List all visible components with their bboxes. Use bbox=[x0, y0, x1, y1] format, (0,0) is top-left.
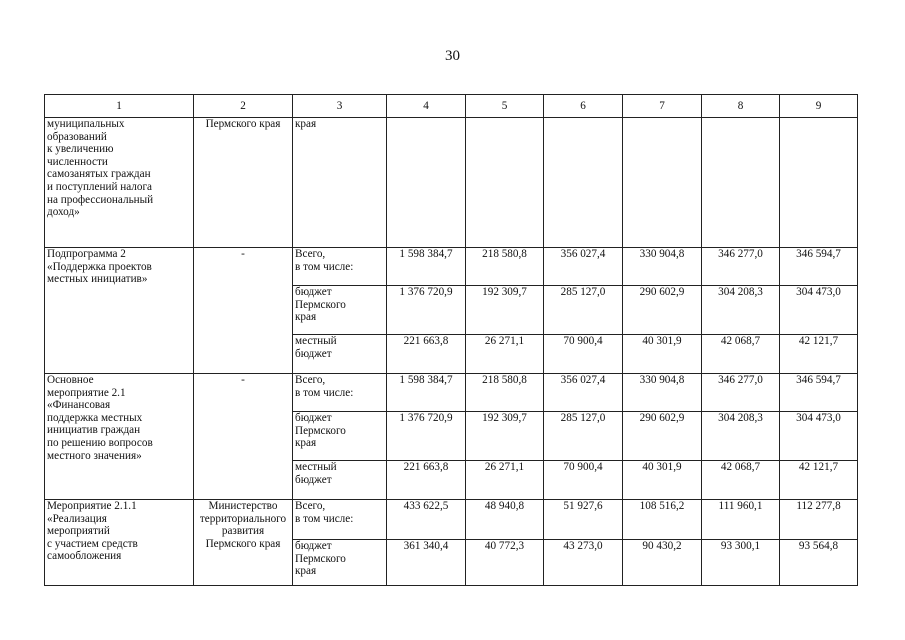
text-line: бюджет bbox=[295, 412, 332, 424]
text-line: численности bbox=[47, 155, 108, 168]
executor-cell: Пермского края bbox=[194, 118, 293, 248]
text-line: края bbox=[295, 565, 317, 578]
value-cell: 111 960,1 bbox=[702, 500, 780, 540]
value-cell: 304 208,3 bbox=[702, 412, 780, 461]
text-line: муниципальных bbox=[47, 118, 125, 130]
value-cell: 221 663,8 bbox=[387, 335, 466, 374]
text-line: Всего, bbox=[295, 374, 326, 386]
text-line: инициатив граждан bbox=[47, 424, 141, 437]
text-line: на профессиональный bbox=[47, 193, 154, 206]
text-line: Всего, bbox=[295, 500, 326, 512]
activity-name-cell bbox=[45, 500, 194, 586]
table-row bbox=[45, 248, 858, 286]
column-number: 9 bbox=[780, 95, 858, 118]
value-cell: 42 121,7 bbox=[780, 335, 858, 374]
value-cell: 304 208,3 bbox=[702, 286, 780, 335]
value-cell: 304 473,0 bbox=[780, 286, 858, 335]
text-line: Основное bbox=[47, 374, 94, 386]
text-line: в том числе: bbox=[295, 386, 354, 399]
text-line: мероприятий bbox=[47, 525, 110, 538]
value-cell: 1 598 384,7 bbox=[387, 248, 466, 286]
value-cell: 346 277,0 bbox=[702, 374, 780, 412]
value-cell: 346 594,7 bbox=[780, 374, 858, 412]
value-cell: 330 904,8 bbox=[623, 374, 702, 412]
text-line: местный bbox=[295, 461, 337, 473]
value-cell bbox=[623, 118, 702, 248]
funding-source-cell bbox=[293, 461, 387, 500]
column-number: 2 bbox=[194, 95, 293, 118]
text-line: местный bbox=[295, 335, 337, 347]
funding-source-cell bbox=[293, 335, 387, 374]
text-line: Пермского bbox=[295, 424, 346, 437]
column-number: 4 bbox=[387, 95, 466, 118]
value-cell: 40 772,3 bbox=[466, 540, 544, 586]
value-cell: 1 376 720,9 bbox=[387, 412, 466, 461]
value-cell: 42 068,7 bbox=[702, 335, 780, 374]
funding-source-cell bbox=[293, 500, 387, 540]
text-line: в том числе: bbox=[295, 260, 354, 273]
value-cell: 218 580,8 bbox=[466, 248, 544, 286]
column-number: 7 bbox=[623, 95, 702, 118]
column-number: 1 bbox=[45, 95, 194, 118]
text-line: самозанятых граждан bbox=[47, 168, 151, 181]
text-line: Пермского края bbox=[205, 537, 281, 550]
text-line: «Реализация bbox=[47, 512, 107, 525]
value-cell bbox=[702, 118, 780, 248]
value-cell: 285 127,0 bbox=[544, 412, 623, 461]
value-cell: 93 564,8 bbox=[780, 540, 858, 586]
value-cell: 112 277,8 bbox=[780, 500, 858, 540]
funding-source-cell bbox=[293, 412, 387, 461]
funding-source-cell bbox=[293, 248, 387, 286]
executor-cell bbox=[194, 500, 293, 586]
value-cell: 285 127,0 bbox=[544, 286, 623, 335]
column-number: 6 bbox=[544, 95, 623, 118]
table-row bbox=[45, 500, 858, 540]
value-cell: 356 027,4 bbox=[544, 374, 623, 412]
text-line: территориального bbox=[199, 512, 287, 525]
value-cell: 330 904,8 bbox=[623, 248, 702, 286]
value-cell: 90 430,2 bbox=[623, 540, 702, 586]
text-line: доход» bbox=[47, 206, 80, 219]
text-line: бюджет bbox=[295, 286, 332, 298]
value-cell: 346 277,0 bbox=[702, 248, 780, 286]
value-cell: 93 300,1 bbox=[702, 540, 780, 586]
funding-source-cell bbox=[293, 374, 387, 412]
value-cell: 51 927,6 bbox=[544, 500, 623, 540]
value-cell: 70 900,4 bbox=[544, 461, 623, 500]
page-number: 30 bbox=[445, 48, 460, 64]
text-line: по решению вопросов bbox=[47, 436, 153, 449]
value-cell: 356 027,4 bbox=[544, 248, 623, 286]
value-cell: 1 598 384,7 bbox=[387, 374, 466, 412]
text-line: самообложения bbox=[47, 550, 122, 563]
value-cell: 42 121,7 bbox=[780, 461, 858, 500]
text-line: развития bbox=[221, 525, 265, 538]
value-cell bbox=[780, 118, 858, 248]
text-line: бюджет bbox=[295, 473, 332, 486]
activity-name-cell bbox=[45, 118, 194, 248]
text-line: Мероприятие 2.1.1 bbox=[47, 500, 137, 512]
value-cell: 1 376 720,9 bbox=[387, 286, 466, 335]
text-line: местных инициатив» bbox=[47, 273, 148, 286]
value-cell: 192 309,7 bbox=[466, 412, 544, 461]
text-line: образований bbox=[47, 130, 107, 143]
value-cell: 361 340,4 bbox=[387, 540, 466, 586]
table-row bbox=[45, 374, 858, 412]
executor-cell: - bbox=[194, 374, 293, 500]
value-cell: 42 068,7 bbox=[702, 461, 780, 500]
funding-source-cell bbox=[293, 286, 387, 335]
value-cell: 192 309,7 bbox=[466, 286, 544, 335]
text-line: и поступлений налога bbox=[47, 180, 153, 193]
funding-source-cell bbox=[293, 540, 387, 586]
value-cell: 433 622,5 bbox=[387, 500, 466, 540]
value-cell: 26 271,1 bbox=[466, 335, 544, 374]
text-line: местного значения» bbox=[47, 449, 142, 462]
value-cell bbox=[466, 118, 544, 248]
column-number: 8 bbox=[702, 95, 780, 118]
executor-cell: - bbox=[194, 248, 293, 374]
value-cell: 70 900,4 bbox=[544, 335, 623, 374]
value-cell: 26 271,1 bbox=[466, 461, 544, 500]
column-number: 3 bbox=[293, 95, 387, 118]
text-line: Подпрограмма 2 bbox=[47, 248, 126, 260]
text-line: к увеличению bbox=[47, 143, 114, 156]
value-cell: 40 301,9 bbox=[623, 335, 702, 374]
value-cell: 43 273,0 bbox=[544, 540, 623, 586]
text-line: поддержка местных bbox=[47, 411, 143, 424]
value-cell: 40 301,9 bbox=[623, 461, 702, 500]
text-line: Пермского bbox=[295, 298, 346, 311]
text-line: «Поддержка проектов bbox=[47, 260, 152, 273]
value-cell: 221 663,8 bbox=[387, 461, 466, 500]
text-line: мероприятие 2.1 bbox=[47, 386, 126, 399]
value-cell: 290 602,9 bbox=[623, 412, 702, 461]
text-line: «Финансовая bbox=[47, 399, 111, 412]
text-line: бюджет bbox=[295, 540, 332, 552]
value-cell: 48 940,8 bbox=[466, 500, 544, 540]
activity-name-cell bbox=[45, 248, 194, 374]
text-line: в том числе: bbox=[295, 512, 354, 525]
value-cell: 290 602,9 bbox=[623, 286, 702, 335]
text-line: с участием средств bbox=[47, 537, 138, 550]
activity-name-cell bbox=[45, 374, 194, 500]
column-number: 5 bbox=[466, 95, 544, 118]
value-cell: 304 473,0 bbox=[780, 412, 858, 461]
budget-table bbox=[44, 94, 858, 586]
value-cell: 218 580,8 bbox=[466, 374, 544, 412]
text-line: Министерство bbox=[208, 500, 278, 512]
value-cell bbox=[544, 118, 623, 248]
funding-source-cell: края bbox=[293, 118, 387, 248]
value-cell: 108 516,2 bbox=[623, 500, 702, 540]
text-line: Всего, bbox=[295, 248, 326, 260]
value-cell bbox=[387, 118, 466, 248]
text-line: края bbox=[295, 437, 317, 450]
continued-row bbox=[45, 118, 858, 248]
column-number-row bbox=[45, 95, 858, 118]
text-line: бюджет bbox=[295, 347, 332, 360]
value-cell: 346 594,7 bbox=[780, 248, 858, 286]
text-line: Пермского bbox=[295, 552, 346, 565]
text-line: края bbox=[295, 311, 317, 324]
